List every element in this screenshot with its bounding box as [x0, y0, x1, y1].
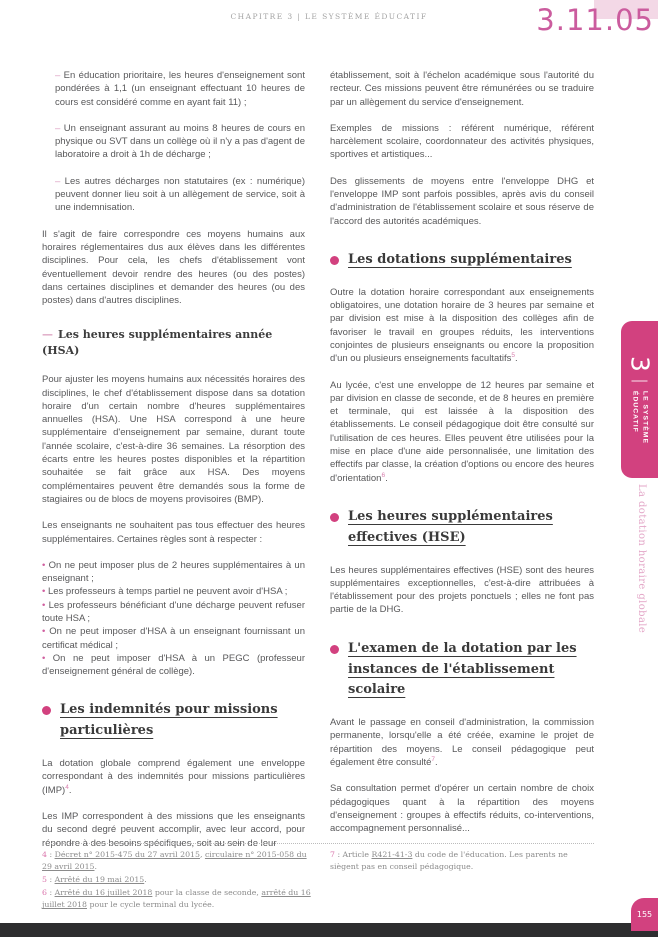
text-segment-t: Les autres décharges non statutaires (ex : numérique) peuvent donner lieu soit à un allègement de service, soit à une indemnisation.	[55, 175, 305, 214]
text-segment-t: Outre la dotation horaire correspondant aux enseignements obligatoires, une dotation horaire de 3 heures par semaine et par division est mise à la disposition des collèges afin de favoriser le travail en groupes réduits, les interventions conjointes de plusieurs enseignants ou encore la proposition d'un ou plusieurs enseignements facultatifs	[330, 286, 594, 365]
paragraph: Les heures supplémentaires effectives (HSE) sont des heures supplémentaires exceptionnelles, c'est-à-dire attribuées à l'établissement pour des projets ponctuels ; elles ne font pas partie de la DHG.	[330, 564, 594, 616]
running-head: CHAPITRE 3 | LE SYSTÈME ÉDUCATIF	[230, 12, 428, 21]
text-segment-bullet: •	[42, 599, 49, 611]
chapter-side-tab[interactable]	[621, 321, 658, 478]
text-segment-t: On ne peut imposer plus de 2 heures supplémentaires à un enseignant ;	[42, 559, 305, 585]
text-segment-plain: pour la classe de seconde,	[152, 888, 262, 898]
text-segment-dash: –	[55, 70, 64, 81]
text-segment-num: 5	[42, 875, 47, 885]
section-heading-text: Les heures supplémentaires effectives (HSE)	[348, 508, 553, 545]
text-segment-plain: pour le cycle terminal du lycée.	[87, 900, 215, 910]
text-segment-bullet: •	[42, 652, 53, 664]
section-bullet-icon	[330, 513, 339, 522]
section-bullet-icon	[42, 706, 51, 715]
text-segment-plain: du code de l'éducation. Les parents ne siègent pas en conseil pédagogique.	[330, 850, 568, 872]
chapter-label	[630, 390, 650, 443]
paragraph	[330, 716, 594, 769]
text-segment-dash: –	[55, 175, 65, 187]
footnotes-left	[42, 849, 318, 912]
text-segment-plain: .	[144, 875, 147, 885]
paragraph: Pour ajuster les moyens humains aux nécessités horaires des disciplines, le chef d'établissement dispose dans sa dotation horaire d'un certain nombre d'heures supplémentaires annuelles (HSA). Une HSA correspond à une heure supplémentaire d'enseignement par semaine, durant toute l'année scolaire, c'est-à-dire 36 semaines. La résorption des écarts entre les heures postes disponibles et la répartition souhaitée se fait grâce aux HSA. Des moyens complémentaires peuvent être demandés sous la forme de stagiaires ou de blocs de moyens provisoires (BMP).	[42, 374, 305, 505]
text-segment-sup: 7	[431, 755, 436, 763]
text-segment-plain: :	[46, 875, 55, 885]
chapter-side-tab-content	[621, 321, 658, 478]
footnote	[330, 849, 594, 873]
text-segment-t: Au lycée, c'est une enveloppe de 12 heures par semaine et par division en classe de seconde, et de 8 heures en première et terminale, qui est laissée à la disposition des établissements. Le conseil pédagogique doit être consulté sur l'utilisation de ces heures. Elles peuvent être utilisées pour la mise en place d'une aide personnalisée, une limitation des effectifs par classe, la création d'options ou encore des heures d'orientation	[330, 379, 594, 484]
footnote-link[interactable]: Arrêté du 19 mai 2015	[54, 875, 145, 885]
text-segment-plain: ,	[199, 850, 205, 859]
footnote	[42, 887, 318, 911]
paragraph: Sa consultation permet d'opérer un certain nombre de choix pédagogiques quant à la répartition des moyens d'enseignement : groupes à effectifs réduits, co-interventions, accompagnement personnalisé...	[330, 783, 594, 835]
text-segment-bullet: •	[42, 559, 49, 571]
tab-divider	[632, 380, 648, 381]
text-segment-t: En éducation prioritaire, les heures d'enseignement sont pondérées à 1,1 (un enseignant effectuant 10 heures de cours est considéré comme en ayant fait 11) ;	[55, 70, 305, 108]
list-item	[42, 559, 305, 586]
text-segment-t: .	[68, 784, 72, 796]
text-segment-num: 4	[42, 850, 47, 859]
text-segment-plain: :	[46, 850, 55, 859]
text-segment-num: 6	[42, 888, 47, 898]
section-heading-hse	[330, 507, 594, 549]
section-heading-text: L'examen de la dotation par les instances de l'établissement scolaire	[348, 640, 577, 698]
footnote	[42, 849, 318, 873]
paragraph: établissement, soit à l'échelon académique sous l'autorité du recteur. Ces missions peuvent être rémunérées ou se traduire par un allègement du service d'enseignement.	[330, 70, 594, 108]
page-number: 155	[636, 910, 653, 919]
paragraph: Il s'agit de faire correspondre ces moyens humains aux horaires réglementaires dus aux élèves dans les différentes disciplines. Pour cela, les chefs d'établissement vont éventuellement devoir rendre des heures (ou des postes) dans certaines disciplines et demander des heures (ou des postes) dans d'autres disciplines.	[42, 228, 305, 307]
text-segment-sup: 4	[65, 783, 69, 791]
subsection-heading-text: Les heures supplémentaires année (HSA)	[42, 328, 273, 357]
text-segment-t: On ne peut imposer d'HSA à un enseignant fournissant un certificat médical ;	[42, 626, 305, 651]
text-segment-t: .	[515, 353, 518, 365]
list-item	[42, 599, 305, 626]
section-heading-dotations	[330, 250, 594, 271]
section-side-caption: La dotation horaire globale	[636, 484, 647, 634]
text-segment-t: Un enseignant assurant au moins 8 heures de cours en physique ou SVT dans un collège où il n'y a pas d'agent de laboratoire a droit à 1h de décharge ;	[55, 122, 305, 161]
footnote-link[interactable]: R421-41-3	[371, 850, 413, 859]
section-heading-text: Les dotations supplémentaires	[348, 251, 572, 267]
list-item	[42, 652, 305, 679]
left-column	[42, 69, 305, 863]
text-segment-t: On ne peut imposer d'HSA à un PEGC (professeur d'enseignement général de collège).	[42, 652, 305, 678]
bottom-bar	[0, 923, 658, 937]
paragraph	[42, 757, 305, 797]
paragraph: Les IMP correspondent à des missions que les enseignants du second degré peuvent accomplir, avec leur accord, pour répondre à des besoins spécifiques, soit au sein de leur	[42, 810, 305, 849]
text-segment-plain: :	[46, 888, 55, 898]
paragraph: Les enseignants ne souhaitent pas tous effectuer des heures supplémentaires. Certaines règles sont à respecter :	[42, 520, 305, 545]
subsection-heading-hsa	[42, 327, 305, 358]
dash-paragraph	[55, 175, 305, 215]
footnote	[42, 874, 318, 886]
text-segment-bullet: •	[42, 626, 50, 638]
paragraph	[330, 379, 594, 485]
text-segment-t: Les professeurs à temps partiel ne peuvent avoir d'HSA ;	[47, 586, 288, 598]
footnote-link[interactable]: Arrêté du 16 juillet 2018	[54, 888, 153, 898]
section-code: 3.11.05	[536, 3, 654, 37]
text-segment-sup: 5	[511, 352, 515, 360]
section-heading-text: Les indemnités pour missions particulières	[60, 702, 278, 739]
chapter-number: 3	[625, 355, 654, 372]
text-segment-t: Avant le passage en conseil d'administration, la commission permanente, lorsqu'elle a été créée, examine le projet de répartition des moyens. Le conseil pédagogique peut également être consulté	[330, 717, 594, 768]
footnote-link[interactable]: circulaire n° 2015-058 du 29 avril 2015	[42, 850, 307, 872]
text-segment-num: 7	[330, 850, 335, 859]
text-segment-t: La dotation globale comprend également une enveloppe correspondant à des indemnités pour missions particulières (IMP)	[42, 758, 305, 796]
text-segment-t: Les professeurs bénéficiant d'une décharge peuvent refuser toute HSA ;	[42, 599, 305, 624]
text-segment-dash: –	[55, 122, 64, 134]
text-segment-plain: : Article	[334, 850, 372, 859]
chapter-label-line1: LE SYSTÈME	[641, 390, 649, 444]
text-segment-sup: 6	[381, 471, 386, 479]
footnote-link[interactable]: arrêté du 16 juillet 2018	[42, 888, 311, 910]
paragraph: Des glissements de moyens entre l'enveloppe DHG et l'enveloppe IMP sont parfois possibles, après avis du conseil d'administration de l'établissement scolaire et sous réserve de l'accord des autorités académiques.	[330, 175, 594, 227]
text-segment-plain: .	[94, 862, 97, 872]
paragraph: Exemples de missions : référent numérique, référent harcèlement scolaire, coordonnateur des activités physiques, sportives et artistiques...	[330, 122, 594, 161]
dash-marker-icon: —	[42, 328, 53, 342]
section-bullet-icon	[330, 256, 339, 265]
footnotes-right	[330, 849, 594, 874]
text-segment-bullet: •	[42, 586, 48, 598]
footnote-separator	[42, 843, 594, 844]
section-heading-examen	[330, 639, 594, 701]
text-segment-t: .	[435, 756, 438, 768]
section-heading-indemnites	[42, 700, 305, 742]
chapter-label-line2: ÉDUCATIF	[631, 390, 639, 433]
text-segment-t: .	[385, 472, 388, 484]
list-item	[42, 625, 305, 652]
footnote-link[interactable]: Décret n° 2015-475 du 27 avril 2015	[54, 850, 200, 859]
list-item	[42, 585, 305, 598]
paragraph	[330, 286, 594, 366]
dash-paragraph	[55, 69, 305, 109]
dash-paragraph	[55, 122, 305, 162]
rules-bullet-list	[42, 559, 305, 679]
right-column	[330, 69, 594, 848]
section-bullet-icon	[330, 645, 339, 654]
page-number-badge	[631, 898, 658, 931]
